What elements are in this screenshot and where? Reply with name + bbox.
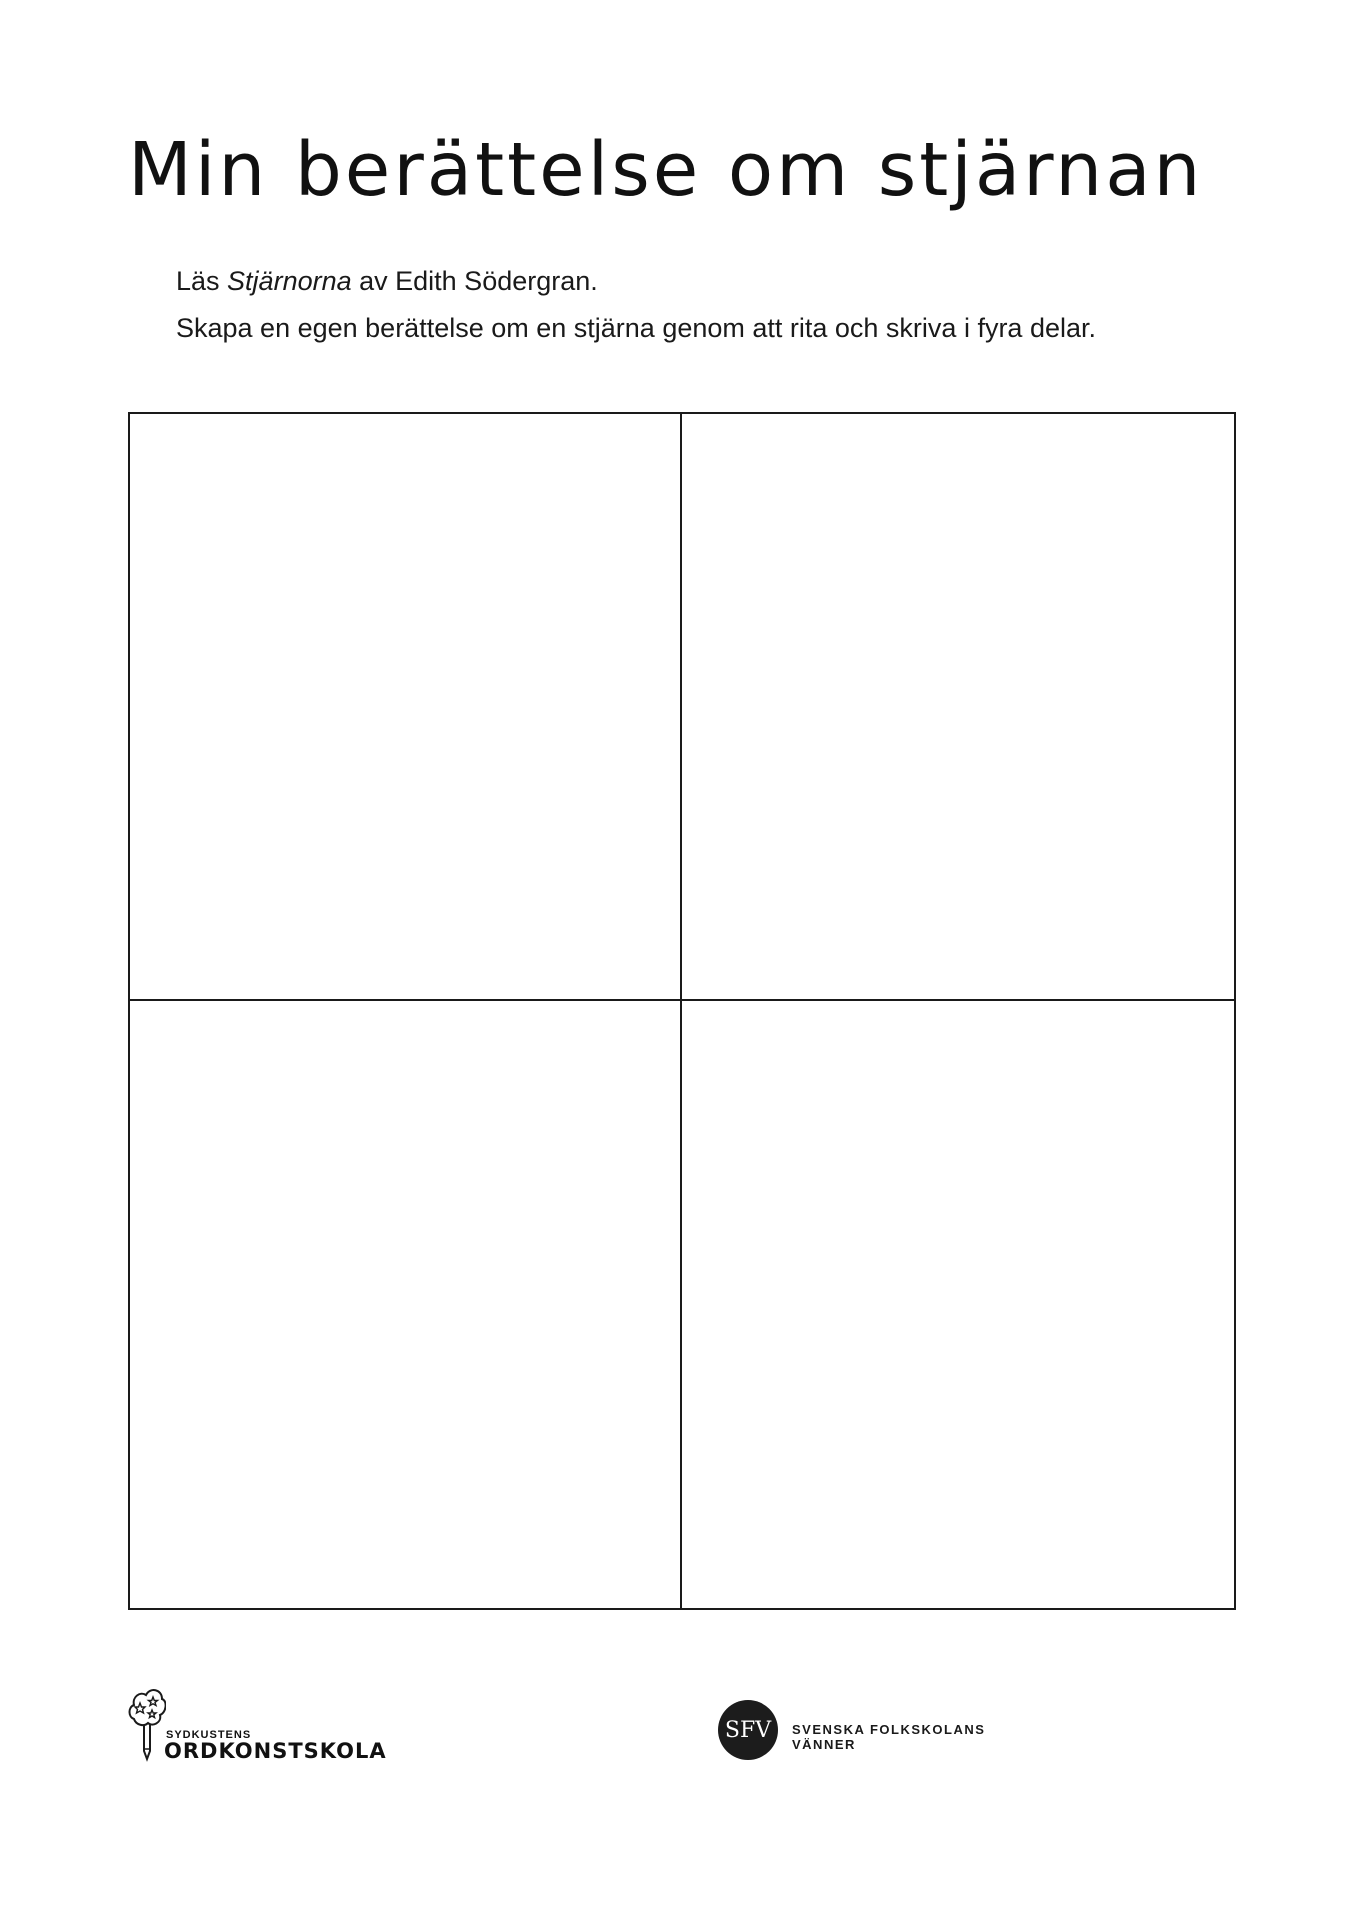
instruction-line-1: Läs Stjärnorna av Edith Södergran. [176,266,598,296]
sfv-seal-icon: SFV [718,1700,778,1760]
sfv-logo [718,1700,1048,1764]
instruction-line-2: Skapa en egen berättelse om en stjärna genom att rita och skriva i fyra delar. [176,313,1097,343]
star-cloud-pencil-icon [126,1683,166,1765]
story-panel-4 [682,1001,1234,1608]
page-title: Min berättelse om stjärnan [128,127,1204,213]
story-grid [128,412,1236,1610]
story-panel-2 [682,414,1234,1001]
story-panel-1 [130,414,682,1001]
ordkonstskola-logo [126,1683,386,1765]
instructions [176,258,1096,352]
book-title: Stjärnorna [227,266,352,296]
logo-small-text: SYDKUSTENS [166,1729,252,1741]
sfv-name: SVENSKA FOLKSKOLANS VÄNNER [792,1722,986,1752]
story-panel-3 [130,1001,682,1608]
logo-big-text: ORDKONSTSKOLA [164,1739,387,1763]
